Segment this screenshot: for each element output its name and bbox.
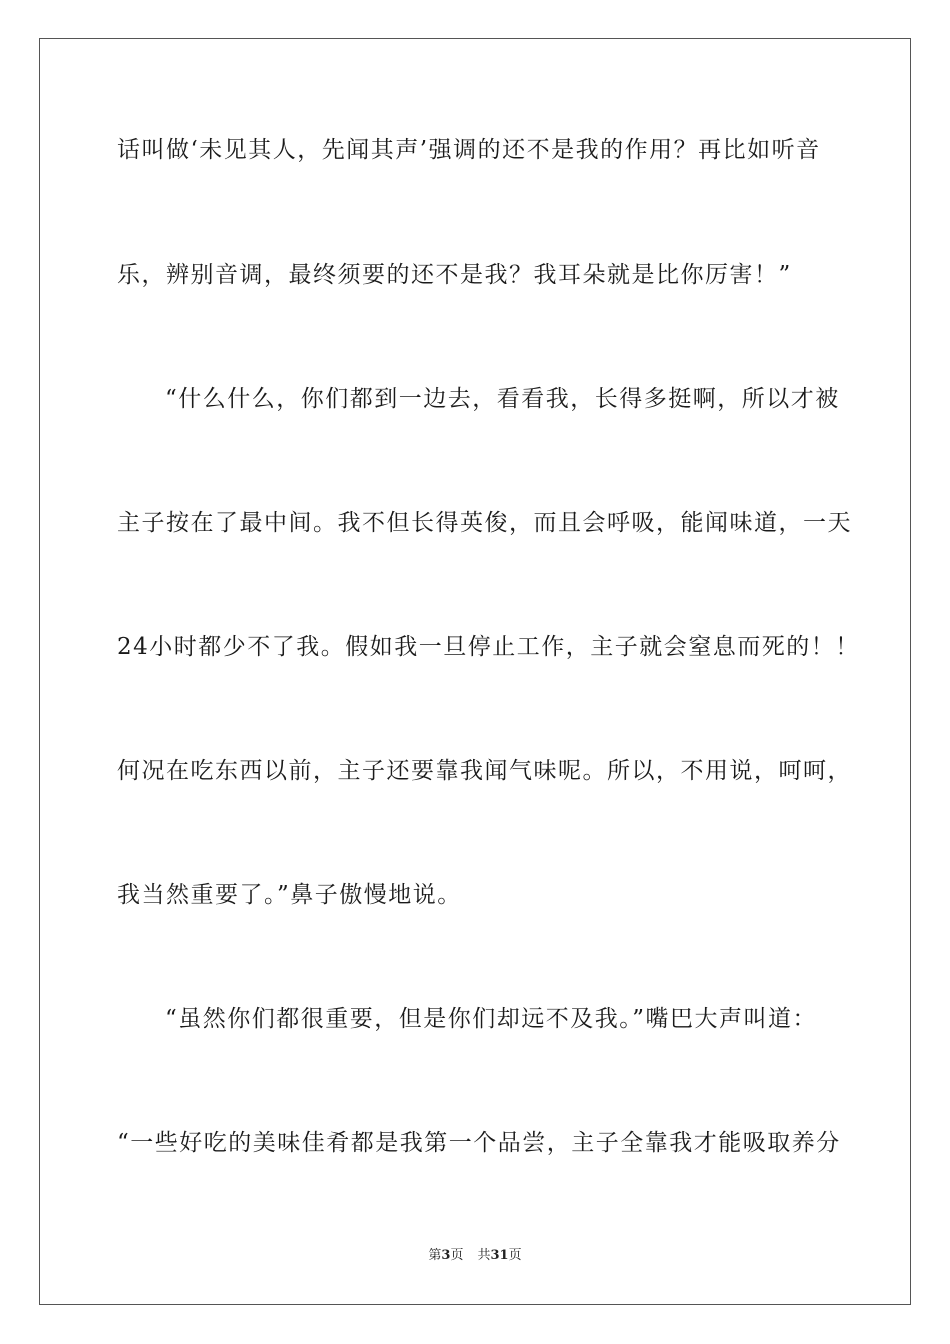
body-line-8: “虽然你们都很重要，但是你们却远不及我。”嘴巴大声叫道： — [165, 1006, 818, 1032]
page-prefix: 第 — [428, 1248, 442, 1263]
body-line-6: 何况在吃东西以前，主子还要靠我闻气味呢。所以，不用说，呵呵， — [117, 758, 852, 784]
total-prefix: 共 — [477, 1248, 491, 1263]
body-line-2: 乐，辨别音调，最终须要的还不是我？我耳朵就是比你厉害！” — [117, 262, 792, 288]
page-footer — [0, 1247, 950, 1265]
page-suffix: 页 — [450, 1248, 464, 1263]
body-line-7: 我当然重要了。”鼻子傲慢地说。 — [117, 882, 462, 908]
body-line-1: 话叫做‘未见其人，先闻其声’强调的还不是我的作用？再比如听音 — [117, 137, 821, 163]
page-border — [39, 38, 911, 1305]
body-line-4: 主子按在了最中间。我不但长得英俊，而且会呼吸，能闻味道，一天 — [117, 510, 852, 536]
total-suffix: 页 — [508, 1248, 522, 1263]
body-line-5: 24小时都少不了我。假如我一旦停止工作，主子就会窒息而死的！！ — [117, 634, 860, 660]
body-line-3: “什么什么，你们都到一边去，看看我，长得多挺啊，所以才被 — [165, 386, 840, 412]
body-line-9: “一些好吃的美味佳肴都是我第一个品尝，主子全靠我才能吸取养分 — [117, 1130, 841, 1156]
page-number: 3 — [441, 1248, 451, 1263]
total-pages: 31 — [490, 1248, 509, 1263]
